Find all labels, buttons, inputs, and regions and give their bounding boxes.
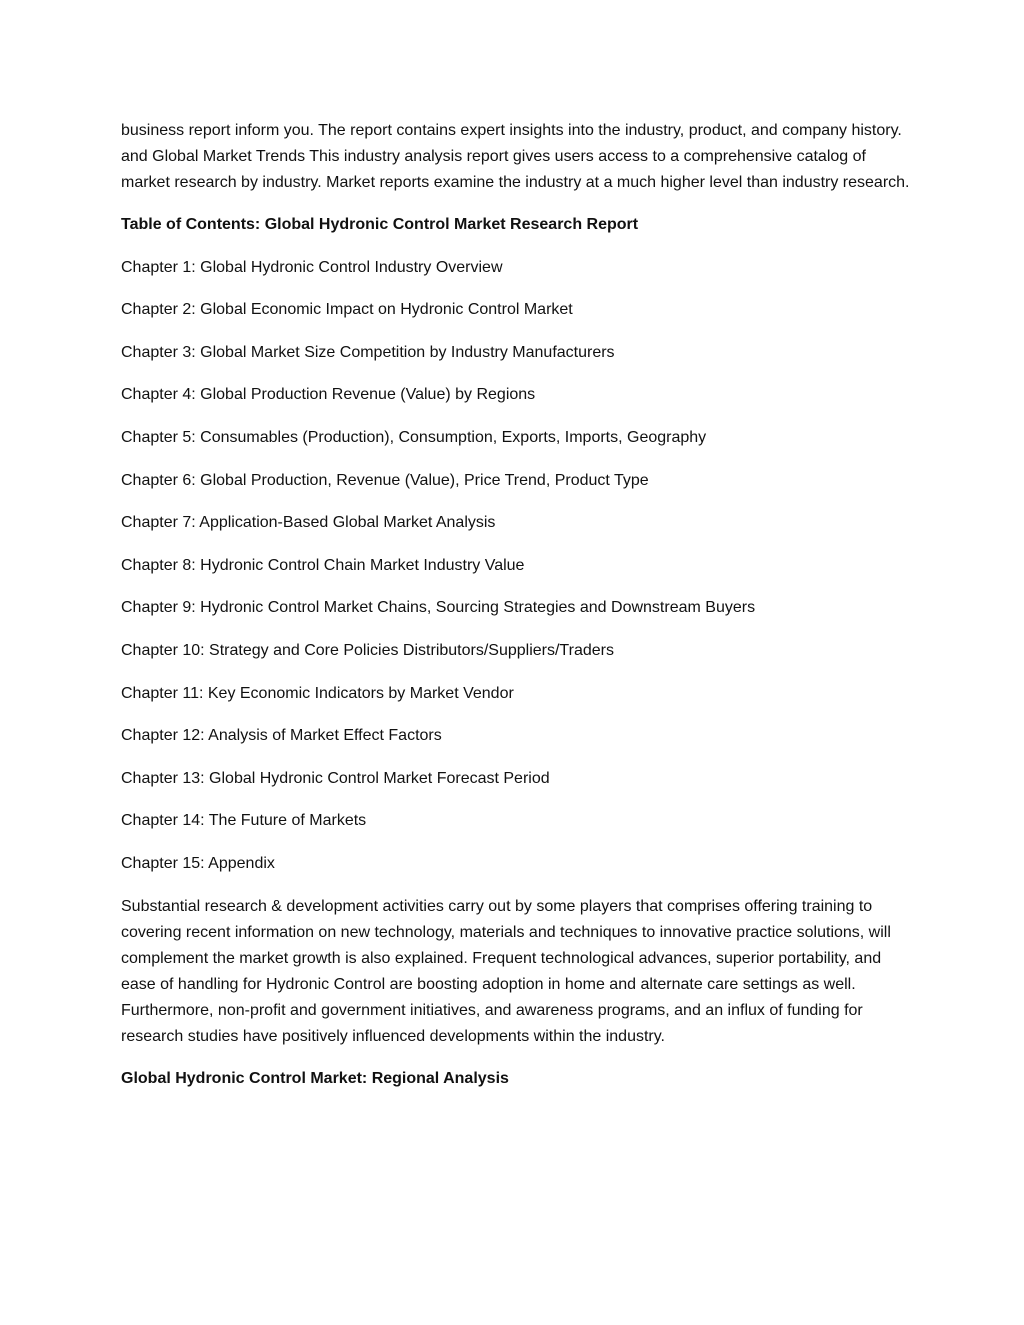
chapter-item: Chapter 13: Global Hydronic Control Market Forecast Period (121, 769, 550, 787)
chapter-item: Chapter 14: The Future of Markets (121, 812, 367, 830)
toc-heading: Table of Contents: Global Hydronic Control Market Research Report (121, 216, 639, 233)
chapter-item: Chapter 11: Key Economic Indicators by Market Vendor (121, 684, 514, 702)
chapter-item: Chapter 8: Hydronic Control Chain Market Industry Value (121, 556, 525, 574)
chapter-item: Chapter 3: Global Market Size Competition by Industry Manufacturers (121, 343, 615, 361)
chapter-list (121, 255, 911, 877)
research-paragraph: Substantial research & development activities carry out by some players that comprises offering training to covering recent information on new technology, materials and techniques to innovative practice solutions, will complement the market growth is also explained. Frequent technological advances, superior portability, and ease of handling for Hydronic Control are boosting adoption in home and alternate care settings as well. Furthermore, non-profit and government initiatives, and awareness programs, and an influx of funding for research studies have positively influenced developments within the industry. (121, 897, 891, 1045)
chapter-item: Chapter 1: Global Hydronic Control Industry Overview (121, 258, 503, 276)
chapter-item: Chapter 4: Global Production Revenue (Value) by Regions (121, 386, 536, 404)
regional-analysis-heading: Global Hydronic Control Market: Regional Analysis (121, 1069, 509, 1087)
chapter-item: Chapter 2: Global Economic Impact on Hydronic Control Market (121, 301, 573, 319)
chapter-item: Chapter 5: Consumables (Production), Consumption, Exports, Imports, Geography (121, 428, 707, 446)
intro-paragraph: business report inform you. The report contains expert insights into the industry, product, and company history. and Global Market Trends This industry analysis report gives users access to a comprehensive catalog of market research by industry. Market reports examine the industry at a much higher level than industry research. (121, 122, 910, 191)
chapter-item: Chapter 10: Strategy and Core Policies Distributors/Suppliers/Traders (121, 641, 614, 659)
document-page (121, 118, 911, 1092)
chapter-item: Chapter 7: Application-Based Global Market Analysis (121, 514, 496, 532)
chapter-item: Chapter 15: Appendix (121, 854, 275, 872)
chapter-item: Chapter 12: Analysis of Market Effect Factors (121, 727, 442, 745)
chapter-item: Chapter 9: Hydronic Control Market Chains, Sourcing Strategies and Downstream Buyers (121, 599, 756, 617)
chapter-item: Chapter 6: Global Production, Revenue (Value), Price Trend, Product Type (121, 471, 649, 489)
